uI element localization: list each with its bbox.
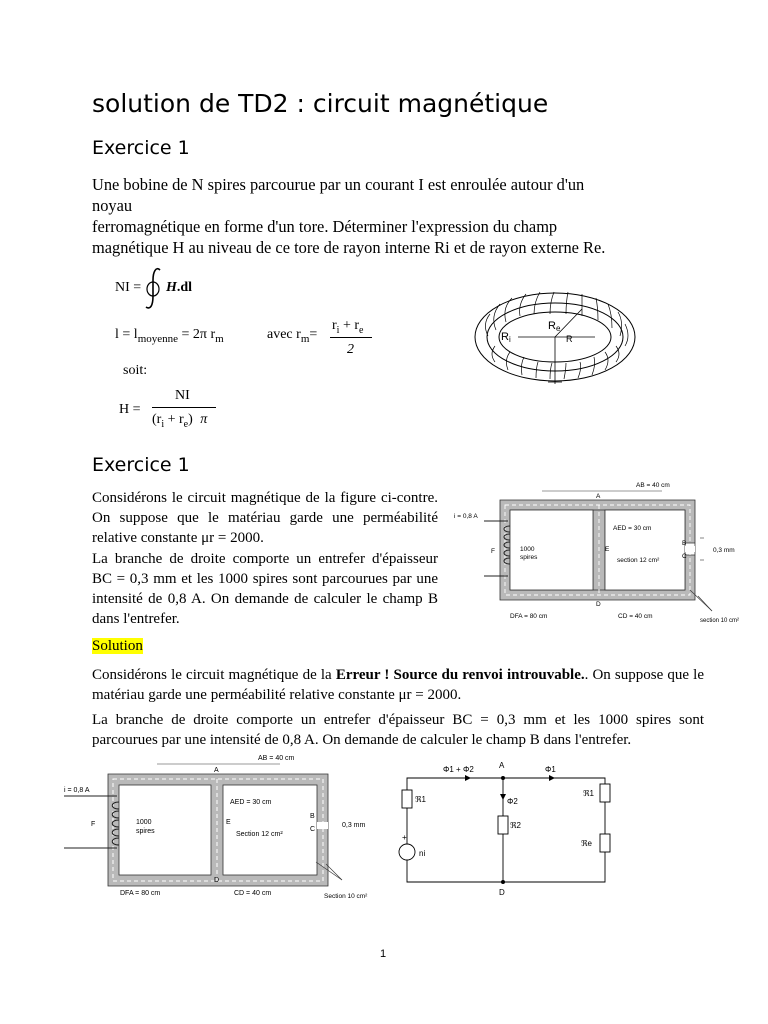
reluctance-circuit bbox=[385, 754, 625, 896]
magnetic-circuit-figure-1 bbox=[450, 478, 750, 628]
formula-length bbox=[115, 327, 224, 345]
fig2-d-label: D bbox=[214, 877, 220, 884]
torus-figure bbox=[470, 282, 640, 392]
solution-paragraph-2: La branche de droite comporte un entrefer d'épaisseur BC = 0,3 mm et les 1000 spires sont parcourues par une intensité de 0,8 A. On demande de calculer le champ B dans l'entrefer. bbox=[92, 712, 704, 748]
formula-hdl bbox=[166, 280, 192, 296]
formula-h-eq: H = bbox=[119, 402, 141, 417]
exercise-2-paragraph-1: Considérons le circuit magnétique de la figure ci-contre. On suppose que le matériau garde une perméabilité relative constante μr = 2000. bbox=[92, 490, 438, 546]
sol-p1-start: Considérons le circuit magnétique de la bbox=[92, 667, 336, 683]
formula-2pi: = 2π r bbox=[181, 327, 216, 342]
fig1-a-label: A bbox=[596, 493, 601, 500]
torus-r-label: R bbox=[566, 334, 573, 344]
den-i: i bbox=[161, 418, 165, 430]
fig2-dfa-label: DFA = 80 cm bbox=[120, 890, 161, 897]
formula-ni: NI = bbox=[115, 280, 142, 295]
circuit-ni-label: ni bbox=[419, 849, 426, 858]
fig2-i-label: i = 0,8 A bbox=[64, 787, 90, 794]
sol-p1-end: . On suppose que le matériau garde une perméabilité relative constante μr = 2000. bbox=[92, 667, 704, 703]
page-number: 1 bbox=[380, 948, 387, 960]
fig1-gap-label: 0,3 mm bbox=[713, 547, 735, 554]
torus-ri-label: Ri bbox=[501, 331, 511, 344]
den-close: ) bbox=[188, 412, 193, 427]
fig2-c-label: C bbox=[310, 826, 316, 833]
den-open: (r bbox=[152, 412, 162, 427]
fig1-f-label: F bbox=[491, 548, 495, 555]
formula-h-den bbox=[152, 412, 207, 430]
fig2-b-label: B bbox=[310, 813, 315, 820]
formula-dl: .dl bbox=[176, 280, 193, 295]
exercise-1-heading: Exercice 1 bbox=[92, 137, 190, 159]
fig1-dfa-label: DFA = 80 cm bbox=[510, 613, 548, 620]
fig1-spires-count: 1000 bbox=[520, 546, 535, 553]
page-title: solution de TD2 : circuit magnétique bbox=[92, 89, 549, 118]
formula-m: m bbox=[215, 332, 224, 345]
formula-moyenne: moyenne bbox=[137, 332, 179, 345]
fig2-e-label: E bbox=[226, 819, 231, 826]
formula-soit: soit: bbox=[123, 363, 148, 378]
formula-fraction-num bbox=[332, 318, 363, 336]
fig1-i-label: i = 0,8 A bbox=[454, 513, 478, 520]
formula-avec-text: avec r bbox=[267, 327, 301, 342]
formula-ampere bbox=[115, 280, 141, 296]
formula-h: H bbox=[166, 280, 177, 295]
torus-re-label: Re bbox=[548, 320, 561, 333]
fig1-ab-label: AB = 40 cm bbox=[636, 482, 670, 489]
num-i: i bbox=[336, 324, 340, 336]
exercise-2-paragraph-2: La branche de droite comporte un entrefer d'épaisseur BC = 0,3 mm et les 1000 spires sont parcourues par une intensité de 0,8 A. On demande de calculer le champ B dans l'entrefer. bbox=[92, 551, 438, 627]
formula-eq: = bbox=[309, 327, 318, 342]
den-e: e bbox=[183, 418, 189, 430]
circuit-r1-right-label: ℜ1 bbox=[583, 789, 594, 798]
circuit-d-label: D bbox=[499, 888, 505, 896]
fig1-cd-label: CD = 40 cm bbox=[618, 613, 653, 620]
exercise-1-text bbox=[92, 174, 692, 258]
circuit-plus-sign: + bbox=[402, 833, 407, 842]
formula-avec bbox=[267, 327, 317, 345]
circuit-r2-label: ℜ2 bbox=[510, 821, 521, 830]
fig2-section12-label: Section 12 cm² bbox=[236, 831, 283, 838]
fig2-aed-label: AED = 30 cm bbox=[230, 799, 272, 806]
formula-h-num: NI bbox=[175, 388, 190, 403]
exercise-1-line: noyau bbox=[92, 196, 133, 215]
fig1-spires-label: spires bbox=[520, 554, 538, 561]
fig1-aed-label: AED = 30 cm bbox=[613, 525, 652, 532]
circuit-phi12-label: Φ1 + Φ2 bbox=[443, 765, 474, 774]
fig2-f-label: F bbox=[91, 821, 96, 828]
formula-l: l = l bbox=[115, 327, 138, 342]
den-plus: + r bbox=[164, 412, 184, 427]
circuit-r1-label: ℜ1 bbox=[415, 795, 426, 804]
solution-highlight: Solution bbox=[92, 638, 143, 654]
fig2-cd-label: CD = 40 cm bbox=[234, 890, 272, 897]
exercise-1-line: magnétique H au niveau de ce tore de rayon interne Ri et de rayon externe Re. bbox=[92, 238, 606, 257]
fig2-section10-label: Section 10 cm² bbox=[324, 893, 368, 900]
circuit-re-label: ℜe bbox=[581, 839, 592, 848]
solution-label bbox=[92, 636, 143, 656]
fig1-c-label: C bbox=[682, 553, 687, 560]
exercise-1-line: ferromagnétique en forme d'un tore. Déterminer l'expression du champ bbox=[92, 217, 558, 236]
fig1-b-label: B bbox=[682, 540, 687, 547]
exercise-2-heading: Exercice 1 bbox=[92, 454, 190, 476]
fraction-bar bbox=[330, 337, 372, 338]
solution-paragraph-1 bbox=[92, 665, 704, 705]
fraction-bar-2 bbox=[152, 407, 216, 408]
fig2-a-label: A bbox=[214, 767, 219, 774]
fig2-ab-label: AB = 40 cm bbox=[258, 755, 295, 762]
formula-m2: m bbox=[300, 332, 310, 345]
exercise-1-line: Une bobine de N spires parcourue par un courant I est enroulée autour d'un bbox=[92, 175, 585, 194]
circuit-phi1-label: Φ1 bbox=[545, 765, 556, 774]
fig1-section12-label: section 12 cm² bbox=[617, 557, 660, 564]
fig1-section10-label: section 10 cm² bbox=[700, 618, 740, 624]
formula-fraction-den: 2 bbox=[347, 342, 354, 357]
sol-p1-error: Erreur ! Source du renvoi introuvable. bbox=[335, 667, 585, 683]
fig2-gap-label: 0,3 mm bbox=[342, 822, 366, 829]
fig2-spires-count: 1000 bbox=[136, 819, 152, 826]
fig1-e-label: E bbox=[605, 546, 610, 553]
num-r: r bbox=[332, 318, 337, 333]
fig2-spires-label: spires bbox=[136, 828, 155, 835]
circuit-phi2-label: Φ2 bbox=[507, 797, 518, 806]
num-e: e bbox=[359, 324, 364, 336]
circuit-a-label: A bbox=[499, 761, 505, 770]
fig1-d-label: D bbox=[596, 601, 601, 608]
num-plus: + r bbox=[339, 318, 360, 333]
den-pi: π bbox=[200, 412, 208, 427]
magnetic-circuit-figure-2 bbox=[62, 752, 380, 908]
